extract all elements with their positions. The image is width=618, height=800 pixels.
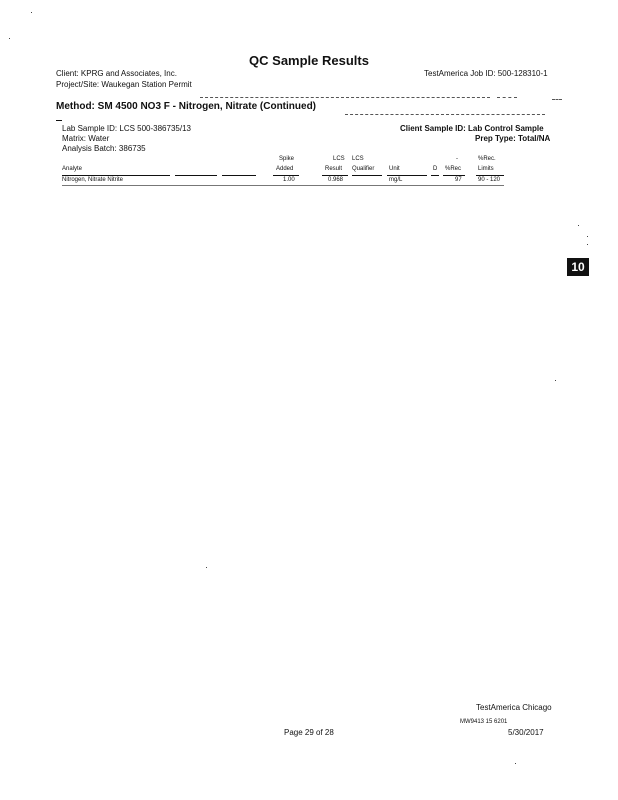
col-lcs-result-bottom: Result	[325, 166, 343, 172]
scan-speck	[578, 225, 579, 226]
project-site: Project/Site: Waukegan Station Permit	[56, 80, 192, 89]
row-rec: 97	[455, 177, 462, 183]
col-rec: %Rec	[445, 166, 462, 172]
col-d: D	[433, 166, 438, 172]
row-unit: mg/L	[389, 177, 403, 183]
header-rule	[200, 97, 490, 98]
col-analyte: Analyte	[62, 166, 83, 172]
header-underline-rec	[443, 175, 465, 176]
method-rule-left	[56, 120, 62, 121]
job-id: TestAmerica Job ID: 500-128310-1	[424, 69, 548, 78]
scan-speck	[9, 38, 10, 39]
header-underline-limits	[476, 175, 504, 176]
footer-page: Page 29 of 28	[284, 728, 334, 737]
col-spike-bottom: Added	[276, 166, 294, 172]
row-limits: 90 - 120	[478, 177, 501, 183]
client-sample-id: Client Sample ID: Lab Control Sample	[400, 124, 544, 133]
col-lcs-qual-bottom: Qualifier	[352, 166, 375, 172]
method-title: Method: SM 4500 NO3 F - Nitrogen, Nitrate (Continued)	[56, 101, 317, 112]
col-limits-bottom: Limits	[478, 166, 494, 172]
section-tab-badge: 10	[567, 258, 589, 276]
client-name: Client: KPRG and Associates, Inc.	[56, 69, 177, 78]
prep-type: Prep Type: Total/NA	[475, 134, 551, 143]
header-underline-result	[322, 175, 348, 176]
col-lcs-result-top: LCS	[333, 156, 345, 162]
col-spike-top: Spike	[279, 156, 295, 162]
header-underline-qual	[352, 175, 382, 176]
header-underline-d	[431, 175, 439, 176]
scan-speck	[515, 763, 516, 764]
scan-speck	[555, 380, 556, 381]
header-underline-unit	[387, 175, 427, 176]
scan-speck	[587, 244, 588, 245]
header-rule-short	[497, 97, 517, 98]
row-underline	[62, 185, 504, 186]
col-dash: -	[456, 156, 458, 162]
col-lcs-qual-top: LCS	[352, 156, 364, 162]
col-unit: Unit	[389, 166, 400, 172]
header-underline-analyte	[62, 175, 170, 176]
header-underline-spike	[273, 175, 299, 176]
footer-date: 5/30/2017	[508, 728, 544, 737]
scan-speck	[206, 567, 207, 568]
method-rule	[345, 114, 545, 115]
col-limits-top: %Rec.	[478, 156, 496, 162]
analysis-batch: Analysis Batch: 386735	[62, 144, 146, 153]
footer-lab: TestAmerica Chicago	[476, 703, 552, 712]
page-title: QC Sample Results	[249, 53, 369, 68]
matrix: Matrix: Water	[62, 134, 110, 143]
footer-doc-code: MW9413 15 6201	[460, 719, 508, 725]
row-spike-added: 1.00	[283, 177, 295, 183]
scan-speck	[31, 12, 32, 13]
lab-sample-id: Lab Sample ID: LCS 500-386735/13	[62, 124, 191, 133]
row-analyte: Nitrogen, Nitrate Nitrite	[62, 177, 124, 183]
header-underline-gap1	[175, 175, 217, 176]
header-rule-right	[552, 99, 562, 100]
scan-speck	[587, 236, 588, 237]
row-lcs-result: 0.968	[328, 177, 344, 183]
header-underline-gap2	[222, 175, 256, 176]
